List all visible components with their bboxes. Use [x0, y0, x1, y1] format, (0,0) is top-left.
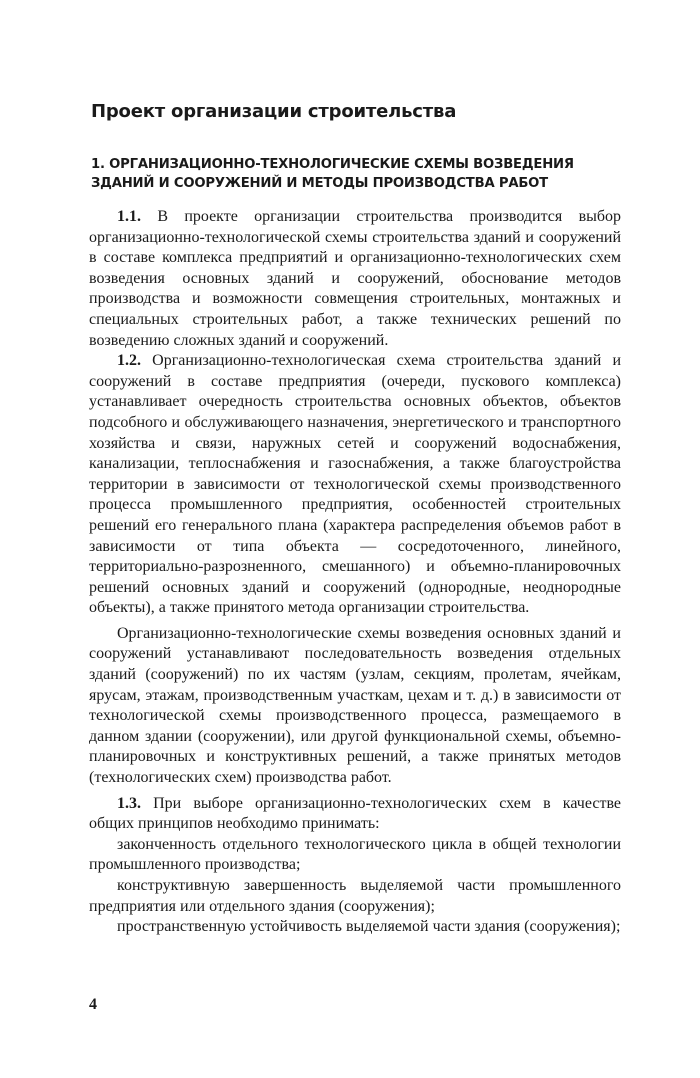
page-number: 4	[89, 996, 97, 1013]
chapter-heading-line-1: 1. ОРГАНИЗАЦИОННО-ТЕХНОЛОГИЧЕСКИЕ СХЕМЫ ВОЗВЕДЕНИЯ	[91, 157, 574, 172]
paragraph-text: При выборе организационно-технологических схем в качестве общих принципов необходимо принимать:	[89, 794, 621, 833]
paragraph-text: В проекте организации строительства производится выбор организационно-технологической схемы строительства зданий и сооружений в составе комплекса предприятий и организационно-технологических схем возведения основных зданий и сооружений, обоснование методов производства и возможности совмещения строительных, монтажных и специальных строительных работ, а также технических решений по возведению сложных зданий и сооружений.	[89, 208, 622, 349]
paragraph-1-3	[89, 794, 621, 835]
list-item: конструктивную завершенность выделяемой части промышленного предприятия или отдельного здания (сооружения);	[89, 877, 621, 915]
list-item: пространственную устойчивость выделяемой части здания (сооружения);	[117, 918, 621, 936]
paragraph-1-2	[89, 351, 621, 619]
paragraph-number: 1.1.	[117, 208, 141, 225]
paragraph-1-1	[89, 207, 621, 351]
list-item: законченность отдельного технологического цикла в общей технологии промышленного производства;	[89, 835, 621, 874]
section-title: Проект организации строительства	[91, 101, 457, 122]
paragraph-number: 1.2.	[117, 352, 141, 370]
body-text	[89, 207, 621, 938]
paragraph-schemes: Организационно-технологические схемы возведения основных зданий и сооружений устанавливают последовательность возведения отдельных зданий (сооружений) по их частям (узлам, секциям, пролетам, ячейкам, ярусам, этажам, производственным участкам, цехам и т. д.) в зависимости от технологической схемы производственного процесса, размещаемого в данном здании (сооружении), или другой функциональной схемы, объемно-планировочных и конструктивных решений, а также принятых методов (технологических схем) производства работ.	[89, 624, 621, 787]
paragraph-number: 1.3.	[117, 794, 141, 812]
chapter-heading	[91, 155, 621, 193]
chapter-heading-line-2: ЗДАНИЙ И СООРУЖЕНИЙ И МЕТОДЫ ПРОИЗВОДСТВА РАБОТ	[91, 176, 548, 191]
paragraph-text: Организационно-технологическая схема строительства зданий и сооружений в составе предприятия (очереди, пускового комплекса) устанавливает очередность строительства основных объектов, объектов подсобного и обслуживающего назначения, энергетического и транспортного хозяйства и связи, наружных сетей и сооружений водоснабжения, канализации, теплоснабжения и газоснабжения, а также благоустройства территории в зависимости от технологической схемы производственного процесса промышленного предприятия, особенностей строительных решений его генерального плана (характера распределения объемов работ в зависимости от типа объекта — сосредоточенного, линейного, территориально-разрозненного, смешанного) и объемно-планировочных решений основных зданий и сооружений (однородные, неоднородные объекты), а также принятого метода организации строительства.	[89, 352, 622, 617]
